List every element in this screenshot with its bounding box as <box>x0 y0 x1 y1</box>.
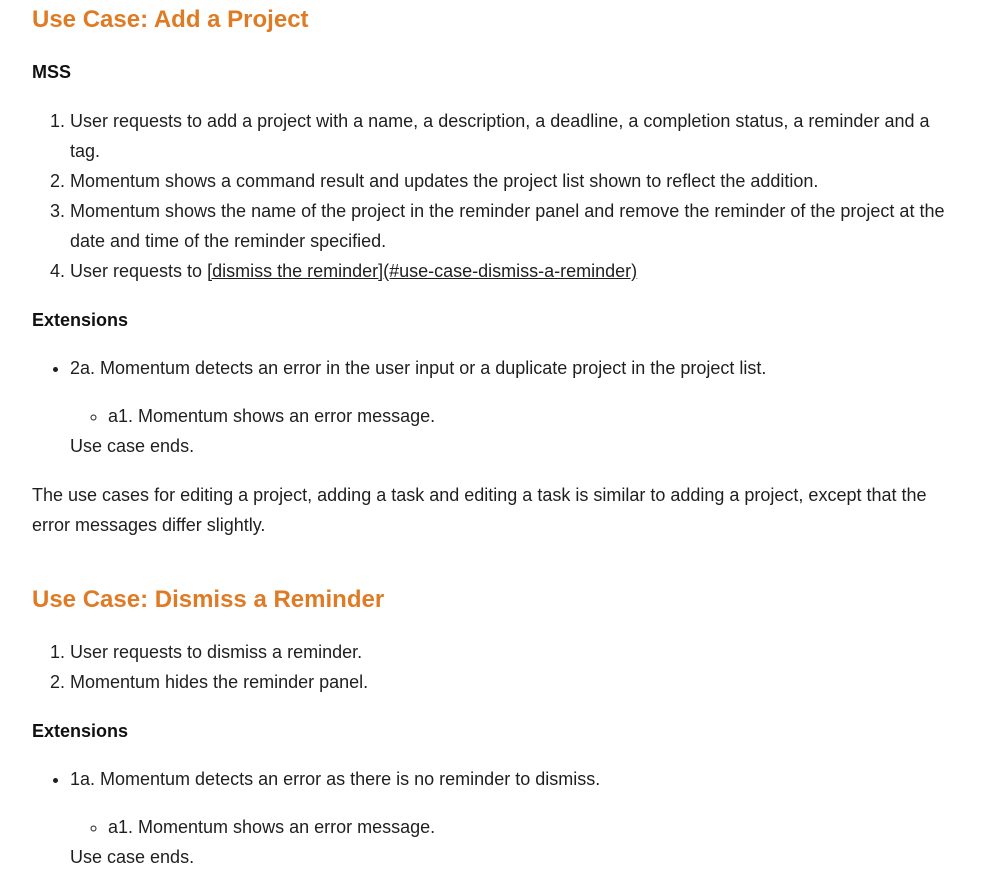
mss-steps-list <box>32 106 962 286</box>
extension-item <box>70 353 962 461</box>
extension-item-text: 2a. Momentum detects an error in the user input or a duplicate project in the project list. <box>70 358 767 378</box>
mss-step <box>70 256 962 286</box>
dismiss-steps-list <box>32 637 962 697</box>
extensions-list <box>32 353 962 461</box>
mss-step: 3. Momentum shows the name of the project in the reminder panel and remove the reminder of the project at the date and time of the reminder specified. <box>70 196 962 256</box>
extension-sub-item: ◦ a1. Momentum shows an error message. <box>108 812 962 842</box>
extension-sub-list <box>70 812 962 842</box>
extension-item-text: 1a. Momentum detects an error as there is no reminder to dismiss. <box>70 769 601 789</box>
extension-sub-list <box>70 401 962 431</box>
extensions-list-2 <box>32 764 962 872</box>
extension-sub-item: ◦ a1. Momentum shows an error message. <box>108 401 962 431</box>
mss-step: 1. User requests to add a project with a name, a description, a deadline, a completion status, a reminder and a tag. <box>70 106 962 166</box>
dismiss-reminder-link[interactable]: [dismiss the reminder](#use-case-dismiss-a-reminder) <box>207 261 638 281</box>
dismiss-step: 1. User requests to dismiss a reminder. <box>70 637 962 667</box>
use-case-ends: Use case ends. <box>70 847 195 867</box>
extensions-heading: Extensions <box>32 310 129 330</box>
extensions-heading-2: Extensions <box>32 721 129 741</box>
section-title-dismiss-reminder: Use Case: Dismiss a Reminder <box>32 586 385 613</box>
mss-step-4-prefix: User requests to <box>70 261 208 281</box>
use-case-ends: Use case ends. <box>70 436 195 456</box>
mss-heading: MSS <box>32 62 72 82</box>
section-title-add-project: Use Case: Add a Project <box>32 6 309 33</box>
extension-item <box>70 764 962 872</box>
mss-step: 2. Momentum shows a command result and updates the project list shown to reflect the addition. <box>70 166 962 196</box>
dismiss-step: 2. Momentum hides the reminder panel. <box>70 667 962 697</box>
note-paragraph: The use cases for editing a project, adding a task and editing a task is similar to adding a project, except that the error messages differ slightly. <box>32 485 927 535</box>
